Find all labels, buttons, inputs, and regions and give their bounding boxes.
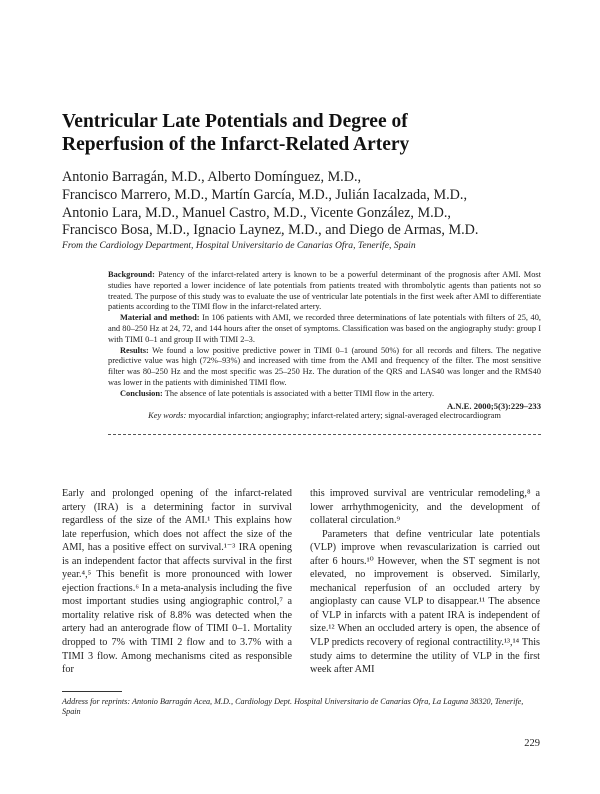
background-text: Patency of the infarct-related artery is known to be a powerful determinant of the prognosis after AMI. Most studies have reported a lower incidence of late potentials from patients treated with thrombolytic agents than patients not so treated. The purpose of this study was to evaluate the use of ventricular late potentials in the first week after AMI to differentiate patients according to the TIMI flow in the infarct-related artery. [108, 270, 541, 312]
conclusion-text: The absence of late potentials is associated with a better TIMI flow in the artery. [164, 388, 435, 398]
keywords-label: Key words: [148, 411, 187, 420]
keywords-text: myocardial infarction; angiography; infarct-related artery; signal-averaged electrocardiogram [188, 411, 501, 420]
methods-text: In 106 patients with AMI, we recorded three determinations of late potentials with filters of 25, 40, and 80–250 Hz at 24, 72, and 144 hours after the onset of symptoms. Classification was based on the angiography study: group I with TIMI 0–1 and group II with TIMI 2–3. [108, 313, 541, 344]
reprint-address-footnote: Address for reprints: Antonio Barragán Acea, M.D., Cardiology Dept. Hospital Universitario de Canarias Ofra, La Laguna 38320, Tenerife, Spain [62, 697, 524, 717]
section-divider [108, 434, 541, 435]
abstract-background [108, 270, 541, 313]
author-line: Antonio Lara, M.D., Manuel Castro, M.D., Vicente González, M.D., [62, 204, 451, 221]
abstract-conclusion [108, 389, 541, 400]
keywords [108, 411, 541, 422]
body-column-left [62, 487, 292, 677]
article-title [62, 110, 532, 156]
abstract [108, 270, 541, 411]
footnote-rule [62, 691, 122, 692]
methods-label: Material and method: [120, 313, 200, 323]
page-number: 229 [524, 738, 540, 749]
journal-citation: A.N.E. 2000;5(3):229–233 [446, 400, 541, 411]
affiliation: From the Cardiology Department, Hospital Universitario de Canarias Ofra, Tenerife, Spain [62, 240, 416, 251]
author-list [62, 169, 562, 240]
results-label: Results: [120, 345, 149, 355]
body-paragraph: Parameters that define ventricular late potentials (VLP) improve when revascularization is carried out after 6 hours.¹⁰ However, when the ST segment is not elevated, no improvement is observed. Similarly, mechanical reperfusion of an occluded artery by angioplasty can cause VLP to disappear.¹¹ The absence of VLP in infarcts with a patent IRA is independent of size.¹² When an occluded artery is open, the absence of VLP predicts recovery of regional contractility.¹³,¹⁴ This study aims to determine the utility of VLP in the first week after AMI [310, 528, 540, 676]
conclusion-label: Conclusion: [120, 388, 163, 398]
title-line: Reperfusion of the Infarct-Related Artery [62, 134, 410, 155]
author-line: Antonio Barragán, M.D., Alberto Domínguez, M.D., [62, 169, 362, 185]
title-line: Ventricular Late Potentials and Degree of [62, 111, 408, 132]
abstract-results [108, 346, 541, 389]
author-line: Francisco Bosa, M.D., Ignacio Laynez, M.D., and Diego de Armas, M.D. [62, 222, 479, 239]
body-paragraph: this improved survival are ventricular remodeling,⁸ a lower arrhythmogenicity, and the development of collateral circulation.⁹ [310, 488, 540, 527]
abstract-methods [108, 313, 541, 345]
results-text: We found a low positive predictive power in TIMI 0–1 (around 50%) for all records and filters. The negative predictive value was high (72%–93%) and increased with time from the AMI and frequency of the filter. The most sensitive filter was 80–250 Hz and the most specific was 25–250 Hz. The duration of the QRS and LAS40 was longer and the RMS40 was lower in the patients with diminished TIMI flow. [108, 345, 541, 387]
background-label: Background: [108, 270, 155, 279]
body-column-right [310, 487, 540, 677]
body-paragraph: Early and prolonged opening of the infarct-related artery (IRA) is a determining factor in survival regardless of the size of the AMI.¹ This explains how late reperfusion, which does not affect the size of the AMI, has a positive effect on survival.¹⁻³ IRA opening is an independent factor that affects survival in the first year.⁴,⁵ This benefit is more pronounced with lower ejection fractions.⁶ In a meta-analysis including the five most important studies using angiographic control,⁷ a mortality relative risk of 8.8% was detected when the artery had an anterograde flow of TIMI 0–1. Mortality dropped to 7% with TIMI 2 flow and to 3.7% with a TIMI 3 flow. Among mechanisms cited as responsible for [62, 488, 292, 676]
author-line: Francisco Marrero, M.D., Martín García, M.D., Julián Iacalzada, M.D., [62, 186, 468, 203]
